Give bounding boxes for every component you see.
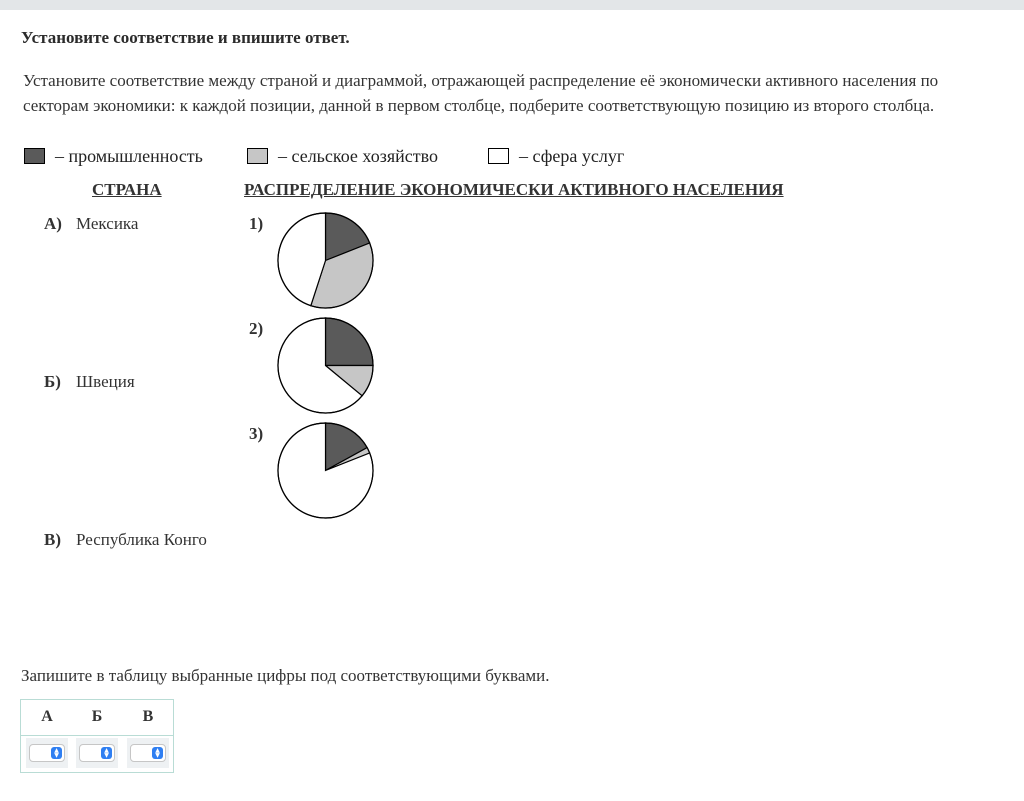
- select-arrows-icon: ▲ ▼: [152, 747, 163, 759]
- country-letter: А): [44, 214, 62, 233]
- answer-select-c[interactable]: [130, 744, 166, 762]
- select-arrows-icon: ▲ ▼: [51, 747, 62, 759]
- pie-chart-3: [276, 421, 375, 520]
- answer-instruction: Запишите в таблицу выбранные цифры под соответствующими буквами.: [21, 666, 550, 685]
- legend-label: – промышленность: [55, 146, 203, 166]
- country-name: Республика Конго: [76, 530, 207, 549]
- pie-number-1: 1): [249, 214, 264, 233]
- country-name: Мексика: [76, 214, 139, 233]
- distribution-column-header: РАСПРЕДЕЛЕНИЕ ЭКОНОМИЧЕСКИ АКТИВНОГО НАСЕЛЕНИЯ: [244, 180, 784, 199]
- agriculture-swatch: [247, 148, 268, 164]
- answer-select-a[interactable]: [29, 744, 65, 762]
- answer-column-a: А: [41, 708, 53, 725]
- answer-select-b[interactable]: [79, 744, 115, 762]
- answer-column-b: Б: [91, 708, 103, 725]
- country-item-c: [44, 530, 207, 550]
- top-bar: [0, 0, 1024, 10]
- answer-table: [20, 699, 174, 773]
- task-text: Установите соответствие между страной и диаграммой, отражающей распределение её экономически активного населения по секторам экономики: к каждой позиции, данной в первом столбце, подберите соответствующую позицию из второго столбца.: [23, 71, 939, 115]
- services-swatch: [488, 148, 509, 164]
- country-letter: В): [44, 530, 61, 549]
- country-column-header: СТРАНА: [92, 180, 162, 199]
- pie-chart-1: [276, 211, 375, 310]
- select-arrows-icon: ▲ ▼: [101, 747, 112, 759]
- country-name: Швеция: [76, 372, 135, 391]
- country-item-b: [44, 372, 135, 392]
- pie-number-3: 3): [249, 424, 264, 443]
- pie-number-2: 2): [249, 319, 264, 338]
- answer-column-c: В: [142, 708, 154, 725]
- pie-slice-industry: [326, 318, 374, 366]
- task-title: Установите соответствие и впишите ответ.: [21, 28, 350, 47]
- country-letter: Б): [44, 372, 61, 391]
- country-item-a: [44, 214, 138, 234]
- legend-label: – сфера услуг: [519, 146, 625, 166]
- table-divider: [21, 735, 173, 736]
- pie-chart-2: [276, 316, 375, 415]
- legend-label: – сельское хозяйство: [278, 146, 438, 166]
- industry-swatch: [24, 148, 45, 164]
